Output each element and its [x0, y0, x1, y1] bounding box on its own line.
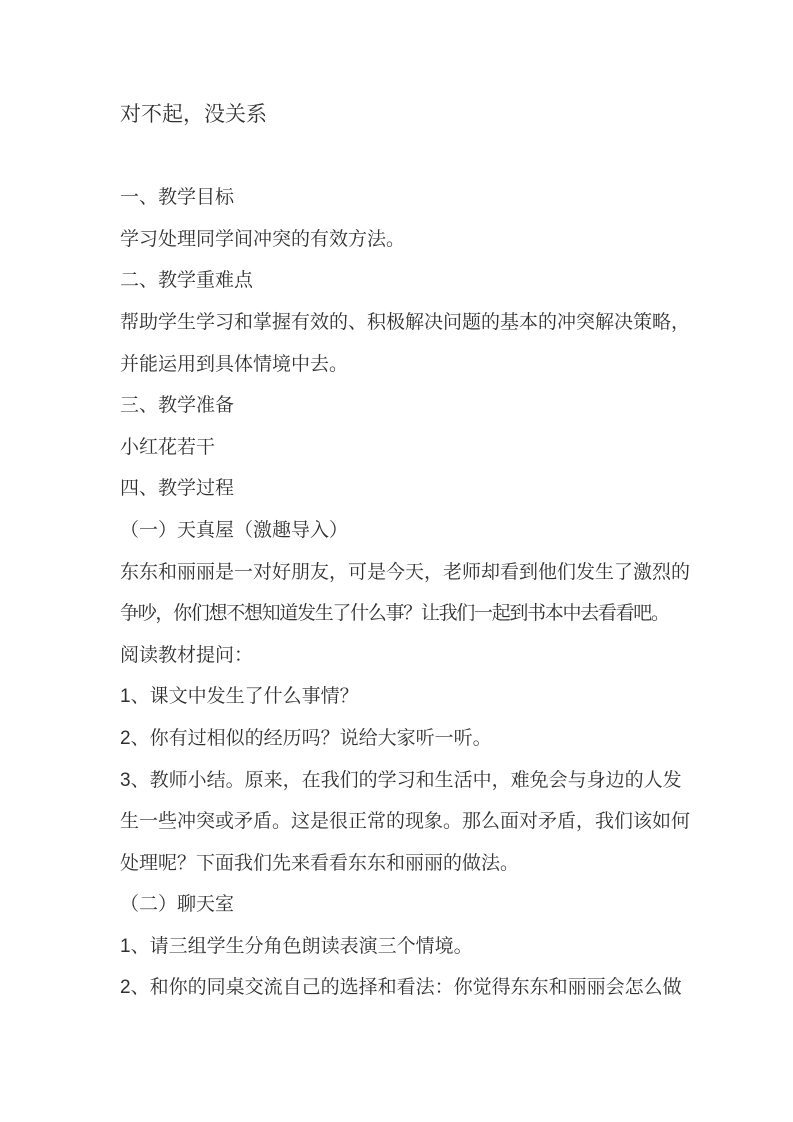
heading-teaching-preparation: 三、教学准备	[120, 395, 235, 417]
list-item-question-1: 1、课文中发生了什么事情？	[120, 686, 359, 708]
paragraph-key-points-line-1: 帮助学生学习和掌握有效的、积极解决问题的基本的冲突解决策略，	[120, 311, 691, 333]
document-title: 对不起，没关系	[120, 103, 267, 126]
paragraph-preparation-body: 小红花若干	[120, 436, 216, 458]
list-item-activity-1: 1、请三组学生分角色朗读表演三个情境。	[120, 935, 473, 957]
heading-teaching-key-points: 二、教学重难点	[120, 270, 254, 292]
heading-teaching-process: 四、教学过程	[120, 478, 235, 500]
paragraph-key-points-line-2: 并能运用到具体情境中去。	[120, 353, 349, 375]
paragraph-reading-questions-label: 阅读教材提问：	[120, 644, 254, 666]
list-item-question-3-line-3: 处理呢？下面我们先来看看东东和丽丽的做法。	[120, 852, 520, 874]
list-item-question-2: 2、你有过相似的经历吗？说给大家听一听。	[120, 727, 492, 749]
list-item-question-3-line-1: 3、教师小结。原来，在我们的学习和生活中，难免会与身边的人发	[120, 769, 682, 791]
subheading-section-1-intro: （一）天真屋（激趣导入）	[120, 519, 349, 541]
paragraph-intro-line-1: 东东和丽丽是一对好朋友，可是今天，老师却看到他们发生了激烈的	[120, 561, 691, 583]
list-item-activity-2: 2、和你的同桌交流自己的选择和看法：你觉得东东和丽丽会怎么做	[120, 977, 682, 999]
document-content	[120, 94, 698, 1009]
paragraph-objectives-body: 学习处理同学间冲突的有效方法。	[120, 228, 406, 250]
heading-teaching-objectives: 一、教学目标	[120, 187, 235, 209]
paragraph-intro-line-2: 争吵，你们想不想知道发生了什么事？让我们一起到书本中去看看吧。	[120, 603, 669, 625]
subheading-section-2-chat-room: （二）聊天室	[120, 894, 235, 916]
list-item-question-3-line-2: 生一些冲突或矛盾。这是很正常的现象。那么面对矛盾，我们该如何	[120, 811, 691, 833]
